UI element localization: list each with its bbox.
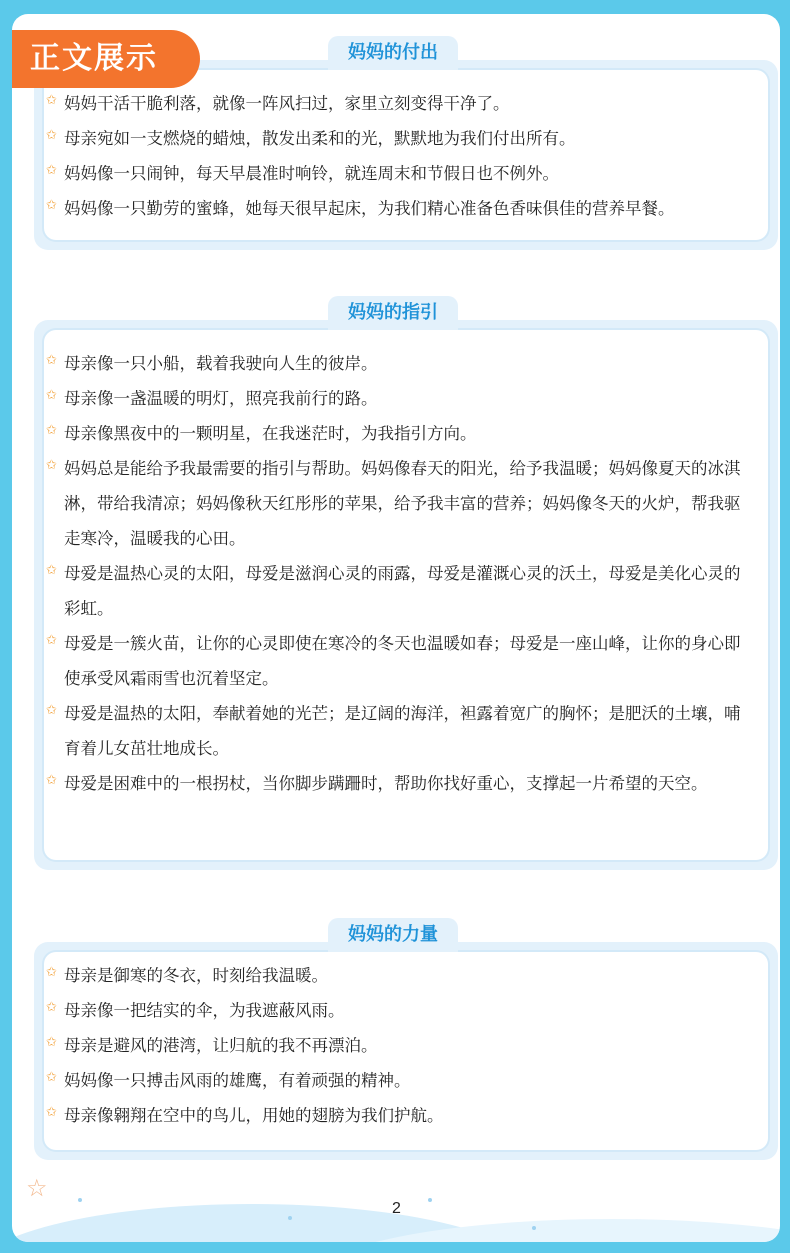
list-item xyxy=(46,766,752,801)
item-text: 妈妈像一只闹钟，每天早晨准时响铃，就连周末和节假日也不例外。 xyxy=(64,164,559,183)
star-outline-icon: ✩ xyxy=(46,1070,57,1085)
item-text: 母亲是御寒的冬衣，时刻给我温暖。 xyxy=(64,966,328,985)
star-outline-icon: ✩ xyxy=(46,1035,57,1050)
item-text: 母亲是避风的港湾，让归航的我不再漂泊。 xyxy=(64,1036,378,1055)
list-item xyxy=(46,1098,752,1133)
star-outline-icon: ✩ xyxy=(46,128,57,143)
list-item xyxy=(46,416,752,451)
list-item xyxy=(46,156,752,191)
section-title: 妈妈的付出 xyxy=(328,36,458,70)
star-outline-icon: ✩ xyxy=(46,93,57,108)
page xyxy=(12,14,780,1242)
item-list xyxy=(46,86,752,226)
star-outline-icon: ✩ xyxy=(46,1105,57,1120)
list-item xyxy=(46,556,752,626)
star-outline-icon: ✩ xyxy=(46,965,57,980)
item-text: 妈妈总是能给予我最需要的指引与帮助。妈妈像春天的阳光，给予我温暖；妈妈像夏天的冰淇淋，带给我清凉；妈妈像秋天红彤彤的苹果，给予我丰富的营养；妈妈像冬天的火炉，帮我驱走寒冷，温暖我的心田。 xyxy=(64,459,741,548)
item-text: 母亲宛如一支燃烧的蜡烛，散发出柔和的光，默默地为我们付出所有。 xyxy=(64,129,576,148)
list-item xyxy=(46,1063,752,1098)
list-item xyxy=(46,451,752,556)
star-outline-icon: ✩ xyxy=(46,773,57,788)
list-item xyxy=(46,86,752,121)
star-outline-icon: ✩ xyxy=(46,703,57,718)
decorative-dot xyxy=(78,1198,82,1202)
star-outline-icon: ✩ xyxy=(46,198,57,213)
item-text: 母亲像一只小船，载着我驶向人生的彼岸。 xyxy=(64,354,378,373)
decorative-dot xyxy=(288,1216,292,1220)
list-item xyxy=(46,121,752,156)
list-item xyxy=(46,346,752,381)
item-text: 母亲像翱翔在空中的鸟儿，用她的翅膀为我们护航。 xyxy=(64,1106,444,1125)
item-list xyxy=(46,958,752,1133)
item-text: 母爱是温热的太阳，奉献着她的光芒；是辽阔的海洋，袒露着宽广的胸怀；是肥沃的土壤，哺育着儿女茁壮地成长。 xyxy=(64,704,741,758)
section-title: 妈妈的力量 xyxy=(328,918,458,952)
decorative-dot xyxy=(532,1226,536,1230)
item-list xyxy=(46,346,752,801)
item-text: 母亲像一把结实的伞，为我遮蔽风雨。 xyxy=(64,1001,345,1020)
star-outline-icon: ✩ xyxy=(46,563,57,578)
star-outline-icon: ✩ xyxy=(46,163,57,178)
item-text: 母爱是困难中的一根拐杖，当你脚步蹒跚时，帮助你找好重心，支撑起一片希望的天空。 xyxy=(64,774,708,793)
item-text: 母爱是温热心灵的太阳，母爱是滋润心灵的雨露，母爱是灌溉心灵的沃土，母爱是美化心灵的彩虹。 xyxy=(64,564,741,618)
star-outline-icon: ✩ xyxy=(46,423,57,438)
star-outline-icon: ✩ xyxy=(46,353,57,368)
list-item xyxy=(46,381,752,416)
star-outline-icon: ✩ xyxy=(46,458,57,473)
star-outline-icon: ✩ xyxy=(46,1000,57,1015)
list-item xyxy=(46,191,752,226)
page-title-tag: 正文展示 xyxy=(12,30,200,88)
list-item xyxy=(46,993,752,1028)
decorative-dot xyxy=(428,1198,432,1202)
list-item xyxy=(46,626,752,696)
star-outline-icon: ✩ xyxy=(46,388,57,403)
item-text: 母爱是一簇火苗，让你的心灵即使在寒冷的冬天也温暖如春；母爱是一座山峰，让你的身心即使承受风霜雨雪也沉着坚定。 xyxy=(64,634,741,688)
page-number: 2 xyxy=(392,1200,401,1217)
list-item xyxy=(46,958,752,993)
item-text: 母亲像一盏温暖的明灯，照亮我前行的路。 xyxy=(64,389,378,408)
item-text: 母亲像黑夜中的一颗明星，在我迷茫时，为我指引方向。 xyxy=(64,424,477,443)
item-text: 妈妈干活干脆利落，就像一阵风扫过，家里立刻变得干净了。 xyxy=(64,94,510,113)
list-item xyxy=(46,1028,752,1063)
decorative-star-icon: ☆ xyxy=(26,1174,48,1202)
item-text: 妈妈像一只勤劳的蜜蜂，她每天很早起床，为我们精心准备色香味俱佳的营养早餐。 xyxy=(64,199,675,218)
section-title: 妈妈的指引 xyxy=(328,296,458,330)
item-text: 妈妈像一只搏击风雨的雄鹰，有着顽强的精神。 xyxy=(64,1071,411,1090)
star-outline-icon: ✩ xyxy=(46,633,57,648)
list-item xyxy=(46,696,752,766)
